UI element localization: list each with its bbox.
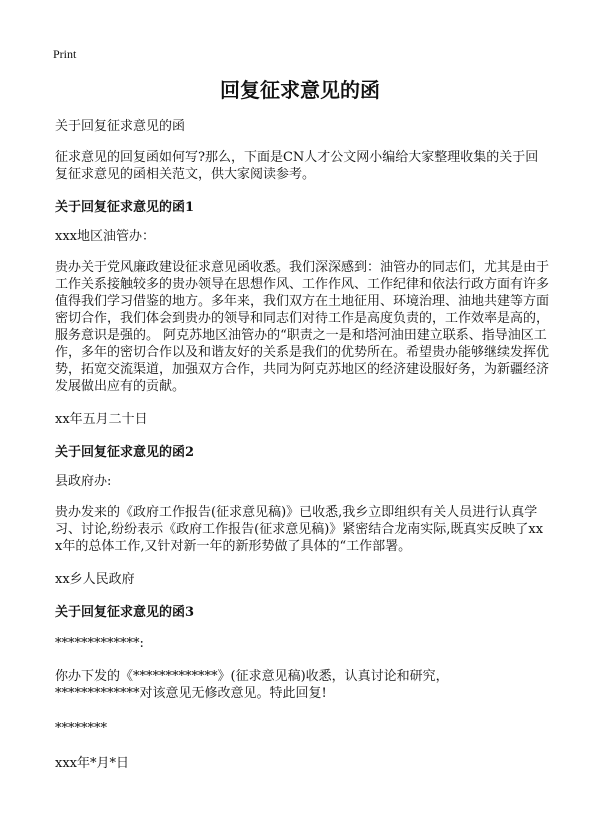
letter-3-date: xxx年*月*日 <box>55 756 129 771</box>
print-link[interactable]: Print <box>53 47 77 61</box>
letter-1-heading: 关于回复征求意见的函1 <box>55 200 195 215</box>
letter-2-signature: xx乡人民政府 <box>55 572 135 587</box>
letter-3-stars: ******** <box>55 721 107 736</box>
letter-3-recipient: *************: <box>55 636 144 651</box>
document-body <box>55 118 550 772</box>
letter-3-body-line-1: 你办下发的《*************》(征求意见稿)收悉，认真讨论和研究， <box>55 669 449 684</box>
letter-2-recipient: 县政府办: <box>55 474 112 489</box>
letter-2-heading: 关于回复征求意见的函2 <box>55 445 195 460</box>
letter-1-date: xx年五月二十日 <box>55 412 148 427</box>
letter-3-heading: 关于回复征求意见的函3 <box>55 605 195 620</box>
intro-paragraph: 征求意见的回复函如何写?那么，下面是CN人才公文网小编给大家整理收集的关于回复征求意见的函相关范文，供大家阅读参考。 <box>55 150 539 182</box>
page-title: 回复征求意见的函 <box>220 78 380 102</box>
letter-1-recipient: xxx地区油管办： <box>55 229 155 244</box>
letter-2-body: 贵办发来的《政府工作报告(征求意见稿)》已收悉,我乡立即组织有关人员进行认真学习、讨论,纷纷表示《政府工作报告(征求意见稿)》紧密结合龙南实际,既真实反映了xxx年的总体工作,又针对新一年的新形势做了具体的“工作部署。 <box>55 505 544 554</box>
document-subtitle: 关于回复征求意见的函 <box>55 119 186 134</box>
letter-1-body: 贵办关于党风廉政建设征求意见函收悉。我们深深感到：油管办的同志们，尤其是由于工作关系接触较多的贵办领导在思想作风、工作作风、工作纪律和依法行政方面有许多值得我们学习借鉴的地方。多年来，我们双方在土地征用、环境治理、油地共建等方面密切合作，我们体会到贵办的领导和同志们对待工作是高度负责的，工作效率是高的，服务意识是强的。 阿克苏地区油管办的“职责之一是和塔河油田建立联系、指导油区工作，多年的密切合作以及和谐友好的关系是我们的优势所在。希望贵办能够继续发挥优势，拓宽交流渠道，加强双方合作，共同为阿克苏地区的经济建设服好务，为新疆经济发展做出应有的贡献。 <box>55 260 550 394</box>
letter-3-body-line-2: *************对该意见无修改意见。特此回复! <box>55 686 327 701</box>
